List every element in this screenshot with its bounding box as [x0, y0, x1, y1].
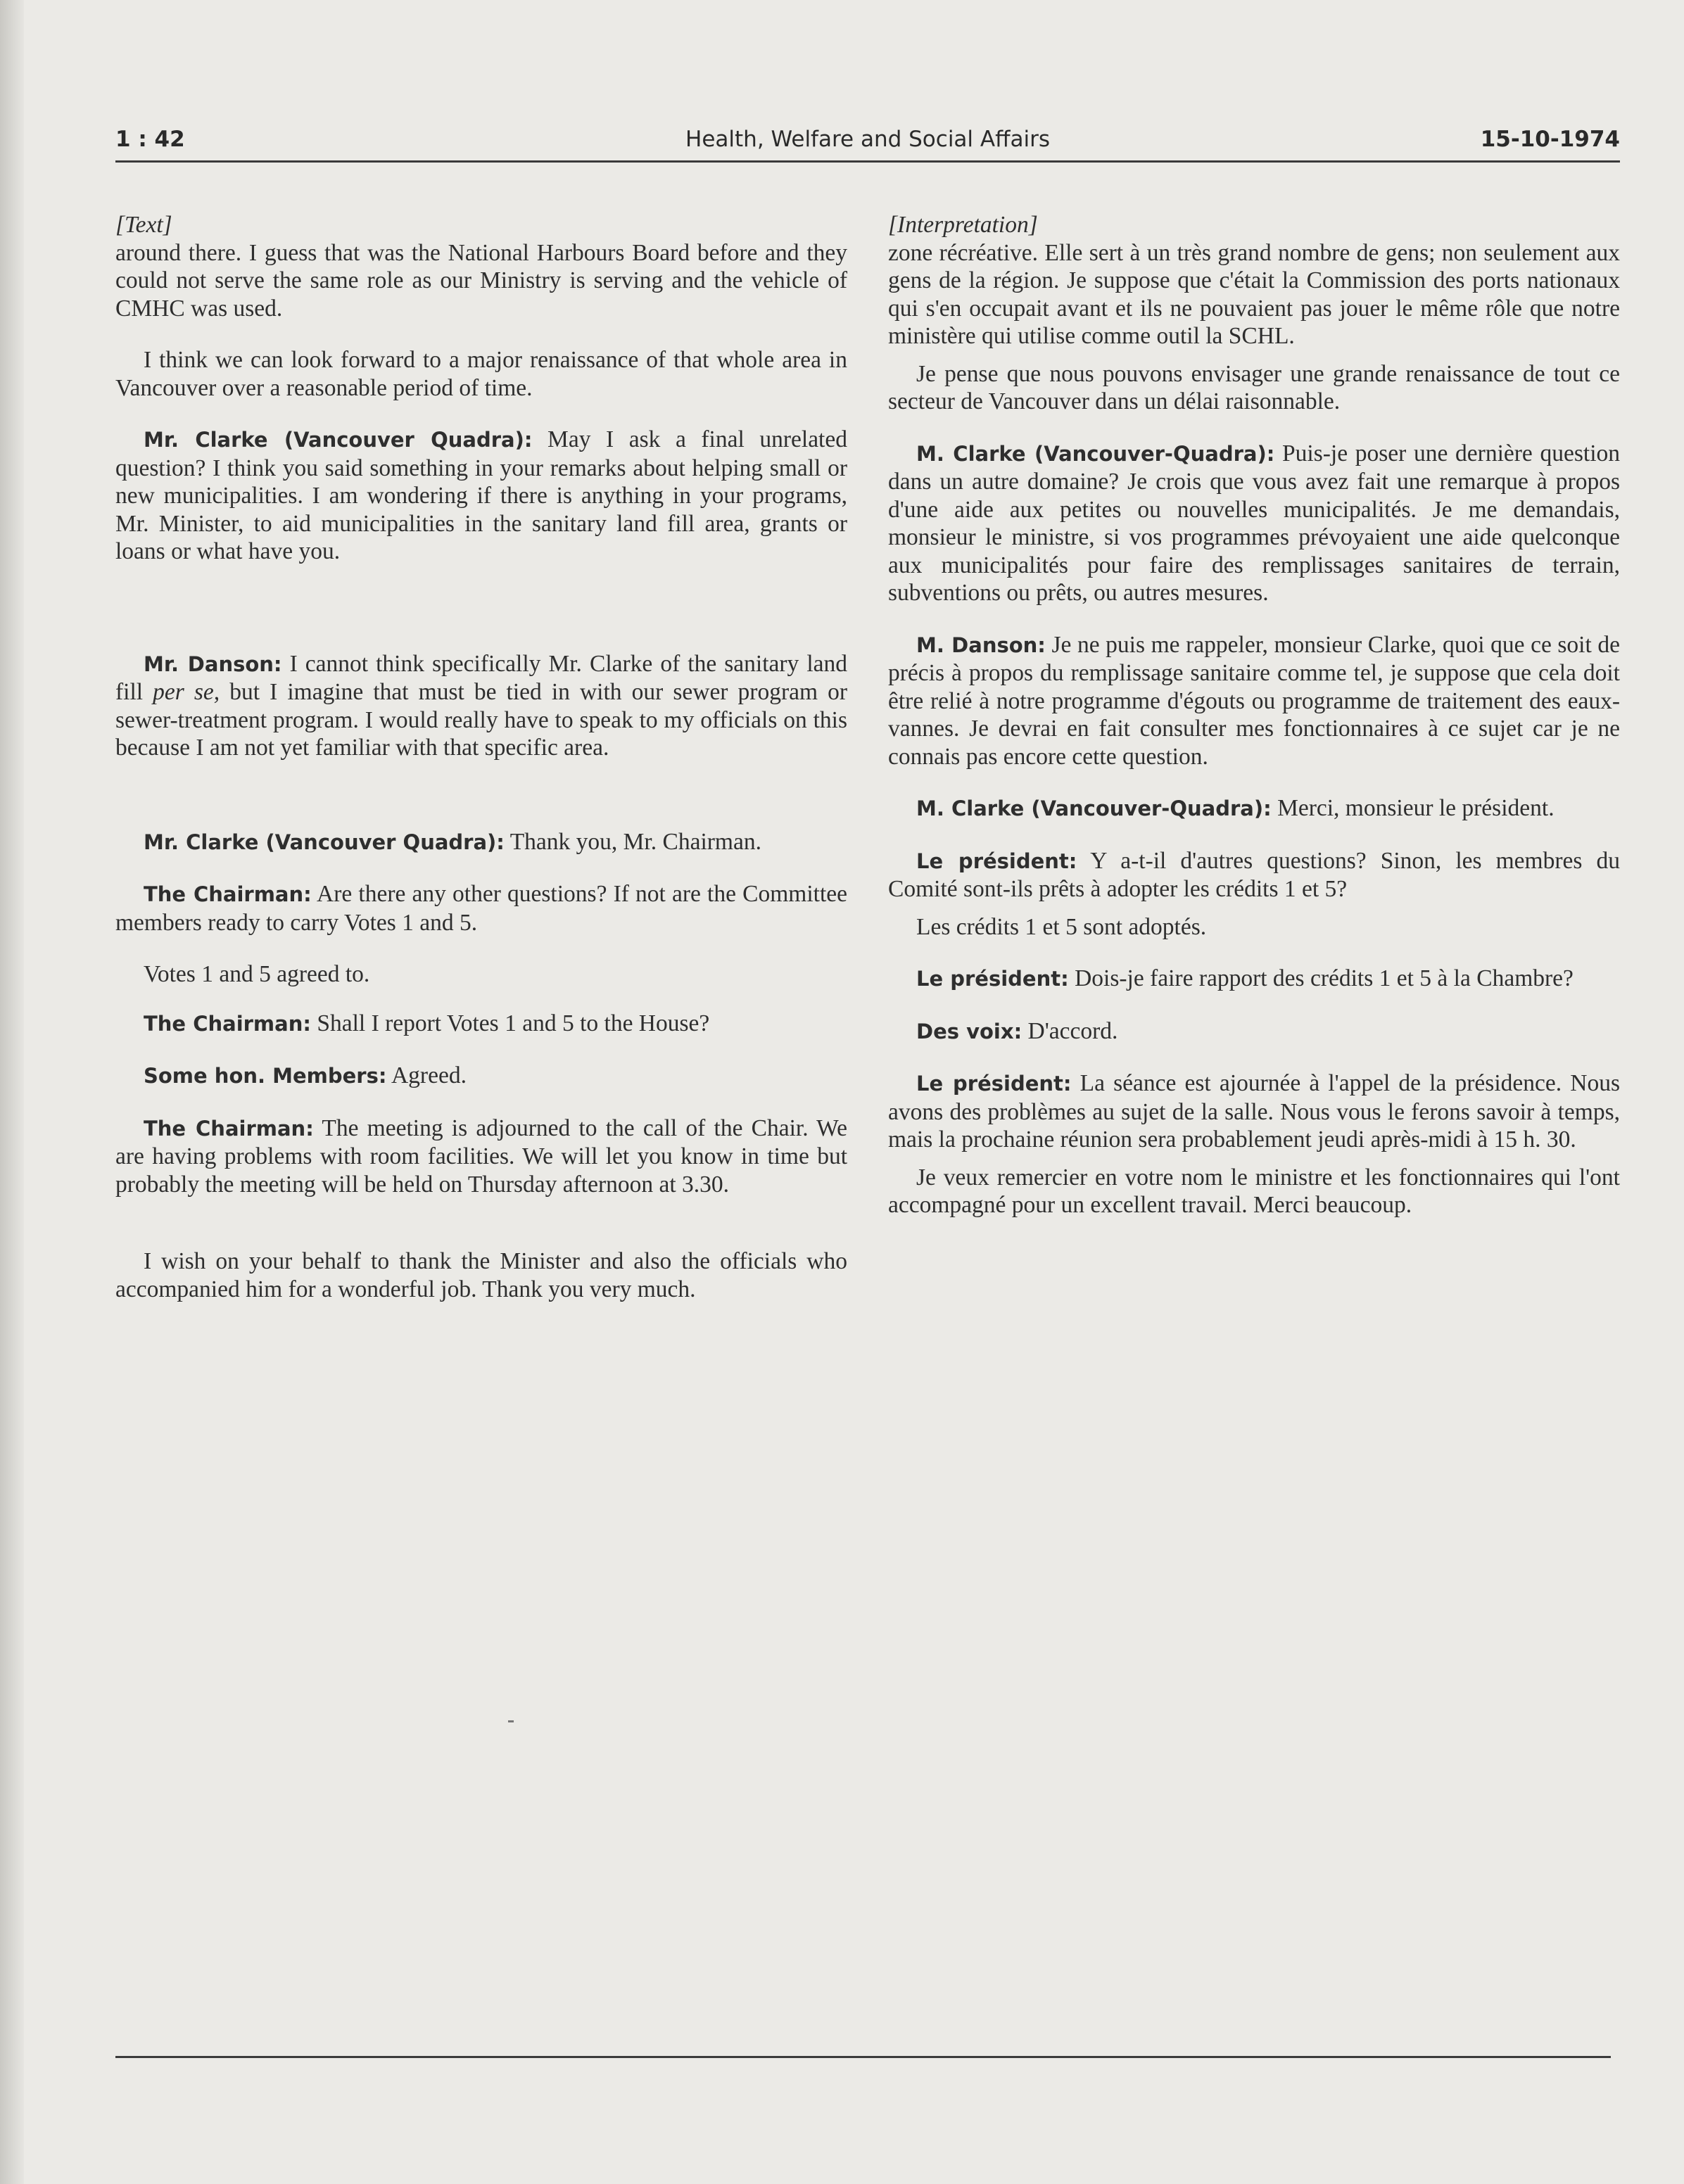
speech-text: I cannot think specifically Mr. Clarke of the sanitary land fill	[115, 650, 848, 705]
speech-text: Thank you, Mr. Chairman.	[504, 828, 761, 855]
english-column	[115, 211, 847, 1303]
speech-text: Puis-je poser une dernière question dans un autre domaine? Je crois que vous avez fait une remarque à propos d'une aide aux petites ou nouvelles municipalités. Je me demandais, monsieur le ministre, si vos programmes prévoyaient une aide quelconque aux municipalités pour faire des remplissages sanitaires de terrain, subventions ou prêts, ou autres mesures.	[888, 440, 1620, 606]
stray-mark	[508, 1720, 514, 1722]
paragraph: I think we can look forward to a major renaissance of that whole area in Vancouver over a reasonable period of time.	[115, 347, 847, 401]
speaker-name: Des voix:	[916, 1019, 1023, 1043]
paragraph	[115, 828, 847, 857]
paragraph: Les crédits 1 et 5 sont adoptés.	[916, 913, 1207, 940]
french-column	[888, 211, 1620, 1219]
paragraph: Votes 1 and 5 agreed to.	[144, 961, 370, 987]
paragraph	[115, 650, 847, 762]
speaker-name: The Chairman:	[144, 882, 312, 906]
paragraph	[115, 1062, 847, 1091]
paragraph	[888, 847, 1620, 903]
paragraph	[888, 1069, 1620, 1154]
speech-text: Agreed.	[386, 1062, 467, 1088]
speaker-name: M. Clarke (Vancouver-Quadra):	[916, 441, 1275, 466]
paragraph	[115, 1115, 847, 1199]
speaker-name: Le président:	[916, 967, 1069, 991]
paragraph	[888, 794, 1620, 823]
speaker-name: Mr. Clarke (Vancouver Quadra):	[144, 830, 505, 854]
speaker-name: Mr. Danson:	[144, 652, 282, 676]
header-rule	[115, 160, 1620, 163]
speech-text: Dois-je faire rapport des crédits 1 et 5 à la Chambre?	[1068, 965, 1574, 991]
running-header	[115, 127, 1620, 155]
page-edge-shadow	[0, 0, 24, 2184]
speaker-name: The Chairman:	[144, 1011, 311, 1036]
speech-text: D'accord.	[1022, 1017, 1118, 1044]
paragraph	[888, 440, 1620, 607]
paragraph	[115, 880, 847, 937]
speech-text-italic: per se,	[153, 679, 220, 705]
paragraph	[888, 631, 1620, 771]
speech-text: Je ne puis me rappeler, monsieur Clarke, quoi que ce soit de précis à propos du remplissage sanitaire comme tel, je suppose que cela doit être relié à notre programme d'égouts ou programme de traitement des eaux-vannes. Je devrai en fait consulter mes fonctionnaires à ce sujet car je ne connais pas encore cette question.	[888, 631, 1621, 770]
speech-text: The meeting is adjourned to the call of the Chair. We are having problems with room facilities. We will let you know in time but probably the meeting will be held on Thursday afternoon at 3.30.	[115, 1115, 847, 1198]
speech-text: Shall I report Votes 1 and 5 to the House?	[310, 1010, 710, 1036]
page-number: 1 : 42	[115, 127, 185, 152]
paragraph: zone récréative. Elle sert à un très grand nombre de gens; non seulement aux gens de la région. Je suppose que c'était la Commission des ports nationaux qui s'en occupait avant et ils ne pouvaient pas jouer le même rôle que notre ministère qui utilise comme outil la SCHL.	[888, 239, 1620, 349]
speaker-name: Le président:	[916, 849, 1077, 873]
paragraph: I wish on your behalf to thank the Minister and also the officials who accompanied him for a wonderful job. Thank you very much.	[115, 1248, 847, 1302]
speaker-name: Le président:	[916, 1072, 1072, 1096]
column-label: [Text]	[115, 212, 172, 238]
speaker-name: M. Clarke (Vancouver-Quadra):	[916, 796, 1272, 820]
paragraph: Je pense que nous pouvons envisager une grande renaissance de tout ce secteur de Vancouver dans un délai raisonnable.	[888, 360, 1620, 414]
speech-text: Merci, monsieur le président.	[1271, 795, 1555, 821]
speech-text: Are there any other questions? If not are the Committee members ready to carry Votes 1 and 5.	[115, 881, 847, 936]
speaker-name: Mr. Clarke (Vancouver Quadra):	[144, 428, 533, 452]
speech-text: Y a-t-il d'autres questions? Sinon, les membres du Comité sont-ils prêts à adopter les crédits 1 et 5?	[888, 847, 1620, 902]
speech-text: but I imagine that must be tied in with our sewer program or sewer-treatment program. I would really have to speak to my officials on this because I am not yet familiar with that specific area.	[115, 679, 848, 761]
header-date: 15-10-1974	[1480, 127, 1620, 152]
paragraph: Je veux remercier en votre nom le ministre et les fonctionnaires qui l'ont accompagné pour un excellent travail. Merci beaucoup.	[888, 1164, 1620, 1218]
paragraph: around there. I guess that was the National Harbours Board before and they could not serve the same role as our Ministry is serving and the vehicle of CMHC was used.	[115, 239, 847, 322]
speech-text: La séance est ajournée à l'appel de la présidence. Nous avons des problèmes au sujet de la salle. Nous vous le ferons savoir à temps, mais la prochaine réunion sera probablement jeudi après-midi à 15 h. 30.	[888, 1070, 1620, 1153]
speech-text: May I ask a final unrelated question? I think you said something in your remarks about helping small or new municipalities. I am wondering if there is anything in your programs, Mr. Minister, to aid municipalities in the sanitary land fill area, grants or loans or what have you.	[115, 426, 847, 564]
speaker-name: M. Danson:	[916, 633, 1046, 657]
paragraph	[115, 1010, 847, 1039]
footer-rule	[115, 2056, 1611, 2058]
column-label: [Interpretation]	[888, 212, 1038, 238]
paragraph	[888, 965, 1620, 993]
speaker-name: The Chairman:	[144, 1116, 314, 1141]
speaker-name: Some hon. Members:	[144, 1064, 387, 1088]
header-title: Health, Welfare and Social Affairs	[685, 127, 1050, 152]
paragraph	[115, 426, 847, 566]
paragraph	[888, 1017, 1620, 1046]
